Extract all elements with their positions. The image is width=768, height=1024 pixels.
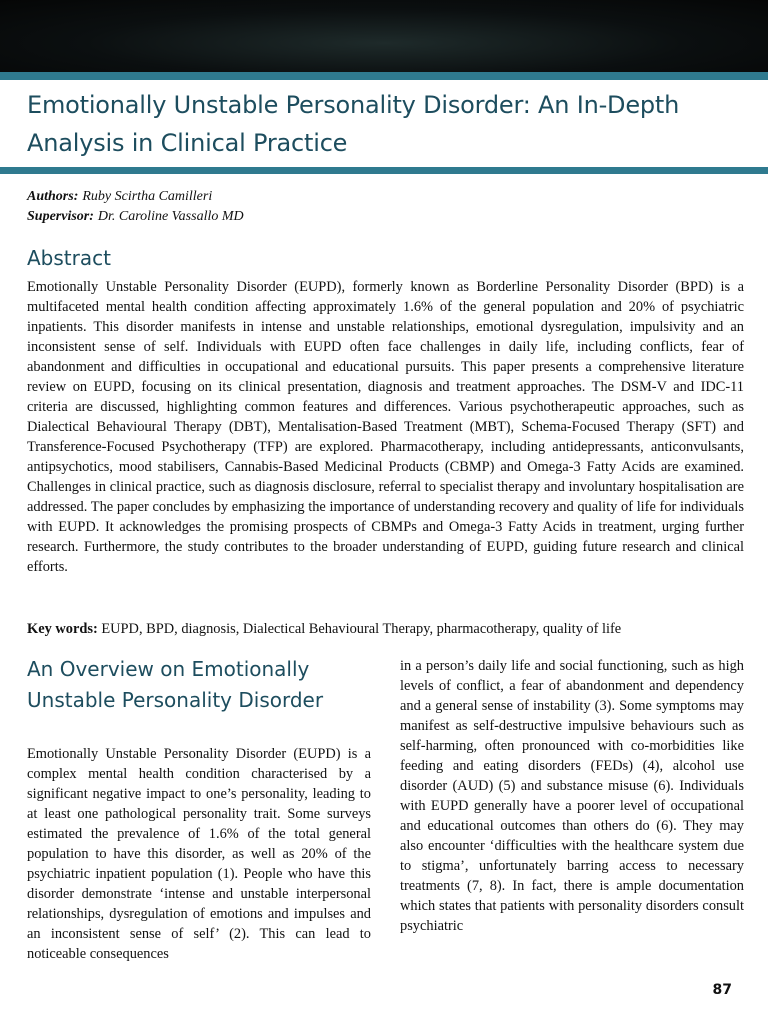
keywords-line xyxy=(27,619,744,639)
abstract-heading: Abstract xyxy=(27,246,111,270)
body-column-right: in a person’s daily life and social functioning, such as high levels of conflict, a fear of abandonment and dependency and a general sense of instability (3). Some symptoms may manifest as self-destructive impulsive behaviours such as self-harming, often pronounced with co-morbidities like feeding and eating disorders (FEDs) (4), alcohol use disorder (AUD) (5) and substance misuse (6). Individuals with EUPD generally have a poorer level of occupational and educational outcomes than others do (6). They may also encounter ‘difficulties with the healthcare system due to stigma’, unfortunately barring access to necessary treatments (7, 8). In fact, there is ample documentation which states that patients with personality disorders consult psychiatric xyxy=(400,658,744,934)
supervisor-name: Dr. Caroline Vassallo MD xyxy=(97,209,244,224)
page-number: 87 xyxy=(712,982,732,998)
authors-label: Authors: xyxy=(27,189,79,204)
authors-line xyxy=(27,187,244,207)
header-rule xyxy=(0,72,768,80)
authors-names: Ruby Scirtha Camilleri xyxy=(82,189,213,204)
keywords-text: EUPD, BPD, diagnosis, Dialectical Behavioural Therapy, pharmacotherapy, quality of life xyxy=(101,621,622,637)
keywords-label: Key words: xyxy=(27,621,98,637)
supervisor-label: Supervisor: xyxy=(27,209,94,224)
header-banner xyxy=(0,0,768,72)
author-block xyxy=(27,187,244,227)
title-rule xyxy=(0,167,768,174)
supervisor-line xyxy=(27,207,244,227)
article-title: Emotionally Unstable Personality Disorder: An In-Depth Analysis in Clinical Practice xyxy=(27,91,680,157)
body-column-left: Emotionally Unstable Personality Disorder (EUPD) is a complex mental health condition characterised by a significant negative impact to one’s personality, leading to at least one pathological personality trait. Some surveys estimated the prevalence of 1.6% of the total general population to have this disorder, as well as 20% of the psychiatric inpatient population (1). People who have this disorder demonstrate ‘intense and unstable interpersonal relationships, dysregulation of emotions and impulses and an inconsistent sense of self’ (2). This can lead to noticeable consequences xyxy=(27,746,371,962)
overview-heading: An Overview on Emotionally Unstable Personality Disorder xyxy=(27,657,324,712)
abstract-text: Emotionally Unstable Personality Disorder (EUPD), formerly known as Borderline Personality Disorder (BPD) is a multifaceted mental health condition affecting approximately 1.6% of the general population and 20% of psychiatric inpatients. This disorder manifests in intense and unstable relationships, emotional dysregulation, impulsivity and an inconsistent sense of self. Individuals with EUPD often face challenges in daily life, including conflicts, fear of abandonment and difficulties in occupational and educational pursuits. This paper presents a comprehensive literature review on EUPD, focusing on its clinical presentation, diagnosis and treatment approaches. The DSM-V and IDC-11 criteria are discussed, highlighting common features and differences. Various psychotherapeutic approaches, such as Dialectical Behavioural Therapy (DBT), Mentalisation-Based Treatment (MBT), Schema-Focused Therapy (SFT) and Transference-Focused Psychotherapy (TFP) are explored. Pharmacotherapy, including antidepressants, anticonvulsants, antipsychotics, mood stabilisers, Cannabis-Based Medicinal Products (CBMP) and Omega-3 Fatty Acids are examined. Challenges in clinical practice, such as diagnosis disclosure, referral to specialist therapy and involuntary hospitalisation are addressed. The paper concludes by emphasizing the importance of understanding recovery and quality of life for individuals with EUPD. It acknowledges the promising prospects of CBMPs and Omega-3 Fatty Acids in treatment, urging further research. Furthermore, the study contributes to the broader understanding of EUPD, guiding future research and clinical efforts. xyxy=(27,279,744,575)
